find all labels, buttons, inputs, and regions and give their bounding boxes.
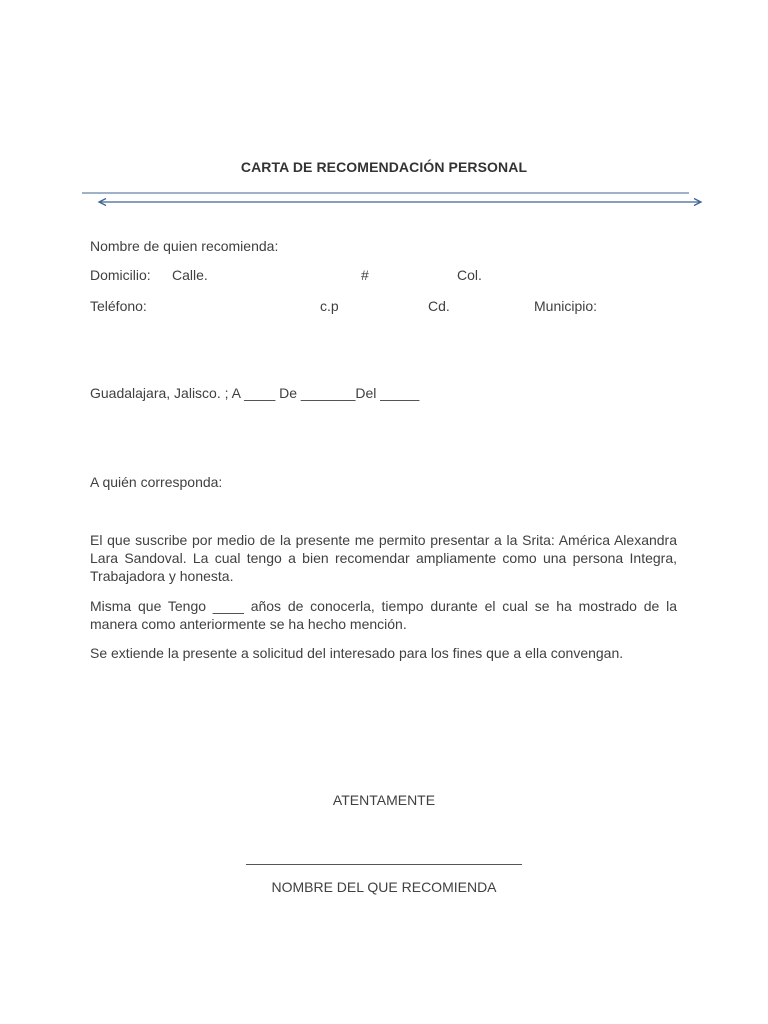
address-label: Domicilio: (90, 267, 151, 283)
municipality-label: Municipio: (534, 298, 598, 314)
city-label: Cd. (428, 298, 450, 314)
date-line: Guadalajara, Jalisco. ; A ____ De _______Del _____ (90, 385, 420, 401)
number-label: # (361, 267, 369, 283)
salutation: A quién corresponda: (90, 474, 223, 490)
phone-label: Teléfono: (90, 298, 147, 314)
signature-line (246, 864, 522, 865)
letter-title: CARTA DE RECOMENDACIÓN PERSONAL (240, 159, 528, 175)
zip-label: c.p (320, 298, 339, 314)
recommender-name-label: Nombre de quien recomienda: (90, 238, 279, 254)
signature-label: NOMBRE DEL QUE RECOMIENDA (271, 879, 497, 895)
closing: ATENTAMENTE (332, 792, 436, 808)
colony-label: Col. (457, 267, 482, 283)
street-label: Calle. (172, 267, 208, 283)
body-paragraph-1: El que suscribe por medio de la presente me permito presentar a la Srita: América Alexandra Lara Sandoval. La cual tengo a bien recomendar ampliamente como una persona Integra, Trabajadora y honesta. (90, 532, 677, 584)
body-paragraph-2: Misma que Tengo ____ años de conocerla, tiempo durante el cual se ha mostrado de la manera como anteriormente se ha hecho mención. (90, 598, 677, 632)
body-paragraph-3: Se extiende la presente a solicitud del interesado para los fines que a ella convengan. (90, 645, 624, 661)
title-divider (80, 186, 708, 210)
